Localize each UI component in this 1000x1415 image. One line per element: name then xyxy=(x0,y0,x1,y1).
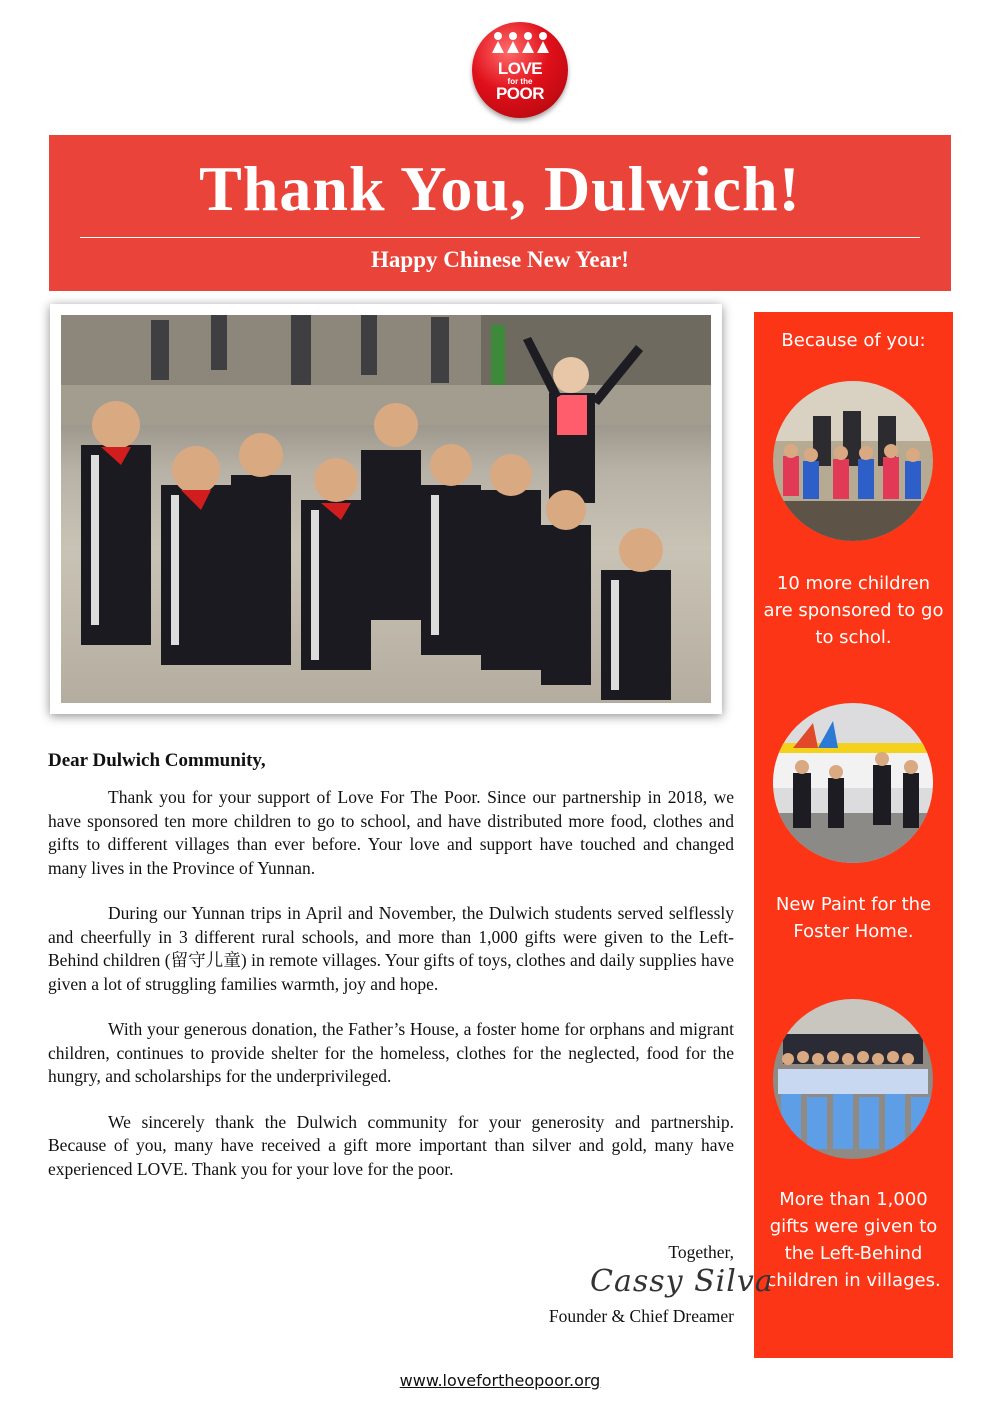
sidebar-item-text: More than 1,000 gifts were given to the Left-Behind children in villages. xyxy=(766,1189,941,1291)
logo-text-for-the: for the xyxy=(507,77,533,86)
foster-home-painting-photo-icon xyxy=(773,703,933,863)
people-icon xyxy=(472,31,568,53)
gift-distribution-photo-icon xyxy=(773,999,933,1159)
sidebar-item-text: New Paint for the Foster Home. xyxy=(775,894,932,942)
letter-greeting: Dear Dulwich Community, xyxy=(48,750,266,771)
letter-paragraph: During our Yunnan trips in April and November, the Dulwich students served selflessly and cheerfully in 3 different rural schools, and more than 1,000 gifts were given to the Left-Behind children (留守儿童) in remote villages. Your gifts of toys, clothes and daily supplies have given a lot of struggling families warmth, joy and hope. xyxy=(48,903,734,994)
letter-closing: Together, xyxy=(668,1242,734,1262)
logo-text-poor: POOR xyxy=(495,84,545,103)
website-link[interactable]: www.lovefortheopoor.org xyxy=(399,1371,601,1390)
page-title: Thank You, Dulwich! xyxy=(199,153,801,224)
banner-divider xyxy=(80,237,920,238)
letter-body xyxy=(48,748,734,1203)
love-for-the-poor-logo xyxy=(472,22,568,118)
sidebar-heading: Because of you: xyxy=(781,330,926,351)
logo-text-love: LOVE xyxy=(497,59,543,78)
letter-paragraph: With your generous donation, the Father’s House, a foster home for orphans and migrant children, continues to provide shelter for the homeless, clothes for the neglected, food for the hungry, and scholarships for the underprivileged. xyxy=(48,1019,734,1086)
group-photo-icon xyxy=(61,315,711,703)
main-photo-frame xyxy=(50,304,722,714)
sponsored-children-photo-icon xyxy=(773,381,933,541)
sidebar-item-text: 10 more children are sponsored to go to schol. xyxy=(763,573,944,648)
signer-title: Founder & Chief Dreamer xyxy=(548,1306,734,1326)
impact-sidebar xyxy=(754,312,953,1358)
letter-paragraph: Thank you for your support of Love For The Poor. Since our partnership in 2018, we have sponsored ten more children to go to school, and have distributed more food, clothes and gifts to different villages than ever before. Your love and support have touched and changed many lives in the Province of Yunnan. xyxy=(48,787,734,878)
letter-paragraph: We sincerely thank the Dulwich community for your generosity and partnership. Because of you, many have received a gift more important than silver and gold, many have experienced LOVE. Thank you for your love for the poor. xyxy=(48,1111,734,1179)
signature: Cassy Silva xyxy=(590,1264,774,1299)
title-banner xyxy=(49,135,951,291)
page-subtitle: Happy Chinese New Year! xyxy=(371,247,629,272)
